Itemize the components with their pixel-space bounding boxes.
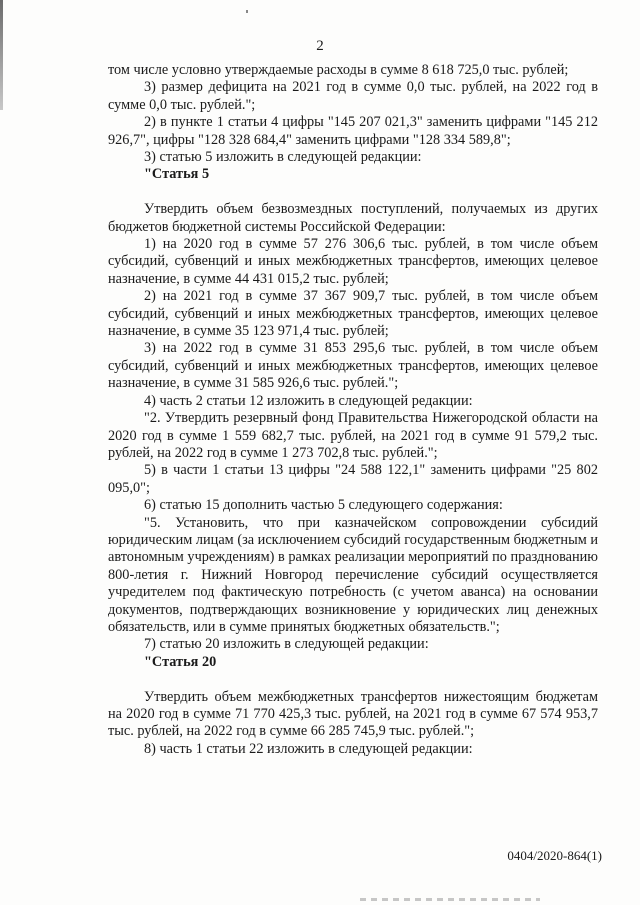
paragraph: Утвердить объем безвозмездных поступлений, получаемых из других бюджетов бюджетной системы Российской Федерации: <box>108 201 598 235</box>
paragraph: "5. Установить, что при казначейском сопровождении субсидий юридическим лицам (за исключением субсидий государственным бюджетным и автономным учреждениям) в рамках реализации мероприятий по празднованию 800-летия г. Нижний Новгород перечисление субсидий осуществляется учредителем под фактическую потребность (с учетом аванса) на основании документов, подтверждающих возникновение у юридических лиц денежных обязательств, или в сумме принятых бюджетных обязательств."; <box>108 514 598 635</box>
paragraph: 8) часть 1 статьи 22 изложить в следующей редакции: <box>144 740 473 757</box>
paragraph: "2. Утвердить резервный фонд Правительства Нижегородской области на 2020 год в сумме 1 559 682,7 тыс. рублей, на 2021 год в сумме 91 579,2 тыс. рублей, на 2022 год в сумме 1 273 702,8 тыс. рублей."; <box>108 410 598 461</box>
paragraph: 3) статью 5 изложить в следующей редакции: <box>144 149 422 166</box>
paragraph: 3) на 2022 год в сумме 31 853 295,6 тыс. рублей, в том числе объем субсидий, субвенций и иных межбюджетных трансфертов, имеющих целевое назначение, в сумме 31 585 926,6 тыс. рублей."; <box>108 340 598 392</box>
paragraph: 2) на 2021 год в сумме 37 367 909,7 тыс. рублей, в том числе объем субсидий, субвенций и иных межбюджетных трансфертов, имеющих целевое назначение, в сумме 35 123 971,4 тыс. рублей; <box>108 288 598 340</box>
document-body <box>108 62 598 758</box>
paragraph: 6) статью 15 дополнить частью 5 следующего содержания: <box>144 497 503 514</box>
paragraph: 1) на 2020 год в сумме 57 276 306,6 тыс. рублей, в том числе объем субсидий, субвенций и иных межбюджетных трансфертов, имеющих целевое назначение, в сумме 44 431 015,2 тыс. рублей; <box>108 236 598 287</box>
paragraph: Утвердить объем межбюджетных трансфертов нижестоящим бюджетам на 2020 год в сумме 71 770 425,3 тыс. рублей, на 2021 год в сумме 67 574 953,7 тыс. рублей, на 2022 год в сумме 66 285 745,9 тыс. рублей."; <box>108 688 598 740</box>
scan-speck <box>246 10 248 13</box>
document-code: 0404/2020-864(1) <box>507 848 602 863</box>
article-heading: "Статья 20 <box>144 653 217 670</box>
page-number: 2 <box>316 38 324 54</box>
scan-edge-shadow <box>0 0 3 110</box>
article-heading: "Статья 5 <box>144 166 210 183</box>
paragraph: том числе условно утверждаемые расходы в сумме 8 618 725,0 тыс. рублей; <box>108 62 569 78</box>
paragraph: 7) статью 20 изложить в следующей редакции: <box>144 636 429 653</box>
paragraph: 5) в части 1 статьи 13 цифры "24 588 122,1" заменить цифрами "25 802 095,0"; <box>108 462 598 496</box>
paragraph: 3) размер дефицита на 2021 год в сумме 0,0 тыс. рублей, на 2022 год в сумме 0,0 тыс. рублей."; <box>108 79 598 113</box>
blank-line <box>108 184 598 201</box>
paragraph: 2) в пункте 1 статьи 4 цифры "145 207 021,3" заменить цифрами "145 212 926,7", цифры "128 328 684,4" заменить цифрами "128 334 589,8"; <box>108 114 598 148</box>
blank-line <box>108 671 598 688</box>
paragraph: 4) часть 2 статьи 12 изложить в следующей редакции: <box>144 392 473 409</box>
scan-noise-strip <box>360 898 540 901</box>
